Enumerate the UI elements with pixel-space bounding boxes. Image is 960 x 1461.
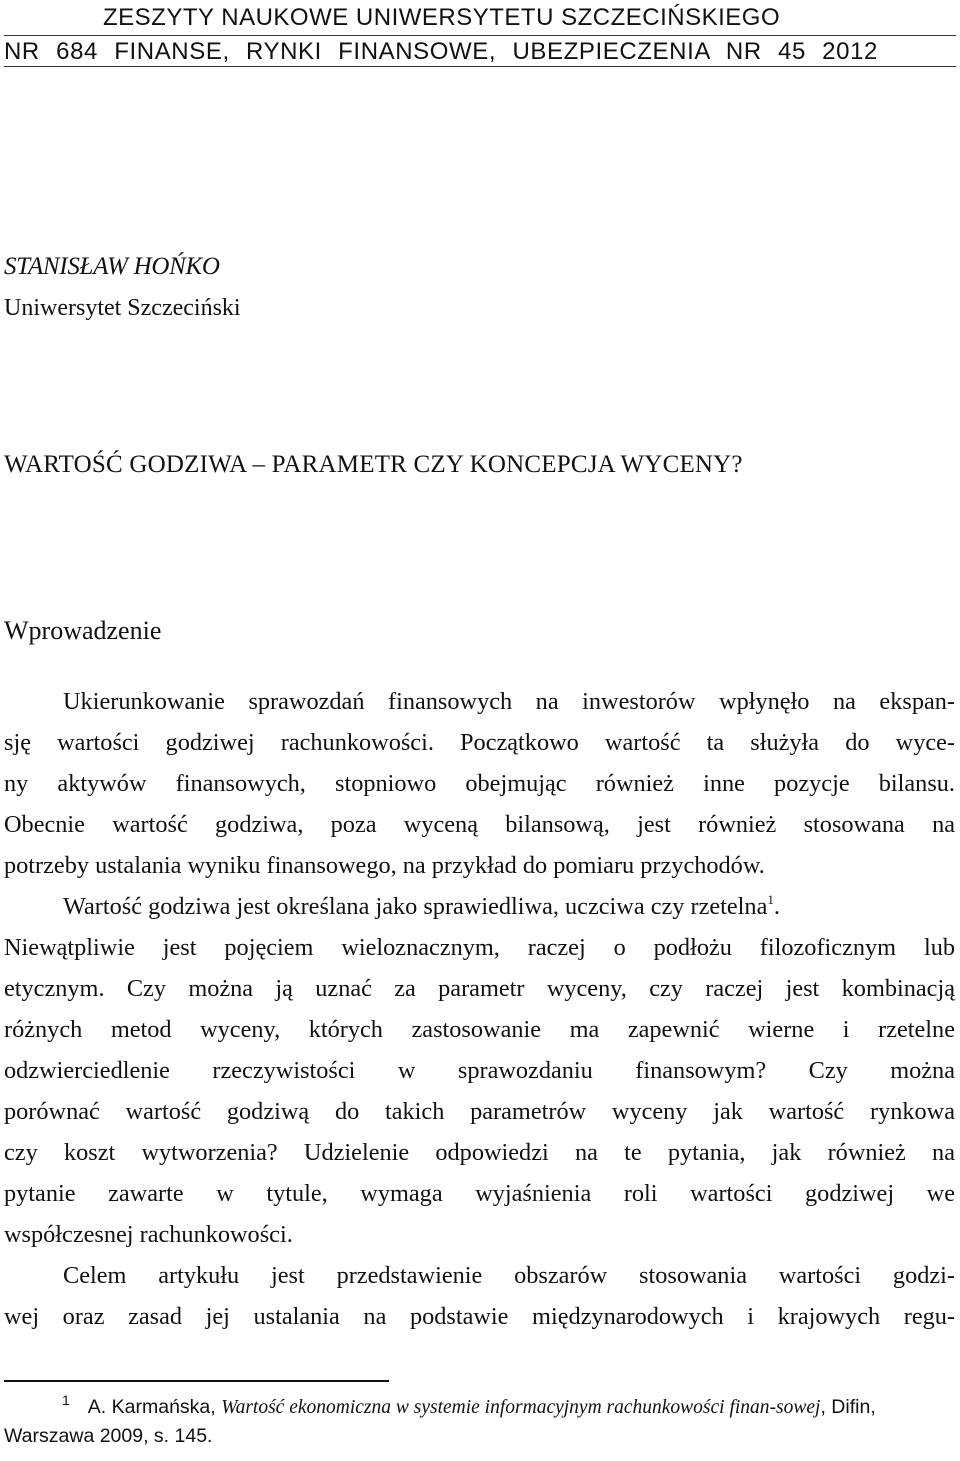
body-line: Ukierunkowanie sprawozdań finansowych na inwestorów wpłynęło na ekspan-: [63, 688, 955, 715]
body-text: [4, 681, 955, 1337]
body-line: odzwierciedlenie rzeczywistości w sprawozdaniu finansowym? Czy można: [4, 1057, 955, 1084]
footnote-separator: [4, 1380, 389, 1382]
footnote-publication: , Difin, Warszawa 2009, s. 145.: [4, 1396, 876, 1447]
body-line: potrzeby ustalania wyniku finansowego, na przykład do pomiaru przychodów.: [4, 852, 765, 879]
body-line: czy koszt wytworzenia? Udzielenie odpowiedzi na te pytania, jak również na: [4, 1139, 955, 1166]
footnote-author: A. Karmańska,: [87, 1396, 222, 1418]
body-line: ny aktywów finansowych, stopniowo obejmując również inne pozycje bilansu.: [4, 770, 955, 797]
body-line: Niewątpliwie jest pojęciem wieloznacznym, raczej o podłożu filozoficznym lub: [4, 934, 955, 961]
body-line: sję wartości godziwej rachunkowości. Początkowo wartość ta służyła do wyce-: [4, 729, 955, 756]
article-title: WARTOŚĆ GODZIWA – PARAMETR CZY KONCEPCJA WYCENY?: [4, 451, 743, 478]
body-line: różnych metod wyceny, których zastosowanie ma zapewnić wierne i rzetelne: [4, 1016, 955, 1043]
body-line: porównać wartość godziwą do takich parametrów wyceny jak wartość rynkowa: [4, 1098, 955, 1125]
body-line: Obecnie wartość godziwa, poza wyceną bilansową, jest również stosowana na: [4, 811, 955, 838]
journal-name: ZESZYTY NAUKOWE UNIWERSYTETU SZCZECIŃSKIEGO: [103, 4, 781, 31]
body-line-text: .: [773, 893, 780, 920]
body-line: współczesnej rachunkowości.: [4, 1221, 293, 1248]
body-line: [4, 886, 955, 927]
journal-issue: NR 684 FINANSE, RYNKI FINANSOWE, UBEZPIECZENIA NR 45 2012: [4, 38, 878, 65]
footnote-number: 1: [62, 1392, 70, 1408]
header-rule-top: [4, 35, 956, 36]
author-affiliation: Uniwersytet Szczeciński: [4, 295, 241, 321]
body-line: pytanie zawarte w tytule, wymaga wyjaśnienia roli wartości godziwej we: [4, 1180, 955, 1207]
body-line-text: Wartość godziwa jest określana jako sprawiedliwa, uczciwa czy rzetelna: [63, 893, 768, 920]
body-line: etycznym. Czy można ją uznać za parametr wyceny, czy raczej jest kombinacją: [4, 975, 955, 1002]
body-line: Celem artykułu jest przedstawienie obszarów stosowania wartości godzi-: [63, 1262, 955, 1289]
footnote-reference[interactable]: 1: [767, 892, 774, 907]
body-line: wej oraz zasad jej ustalania na podstawie międzynarodowych i krajowych regu-: [4, 1303, 955, 1330]
section-heading: Wprowadzenie: [4, 616, 162, 645]
header-rule-bottom: [4, 66, 956, 67]
author-name: STANISŁAW HOŃKO: [4, 253, 220, 280]
footnote: [4, 1393, 956, 1451]
footnote-title: Wartość ekonomiczna w systemie informacyjnym rachunkowości finan-sowej: [221, 1397, 821, 1418]
